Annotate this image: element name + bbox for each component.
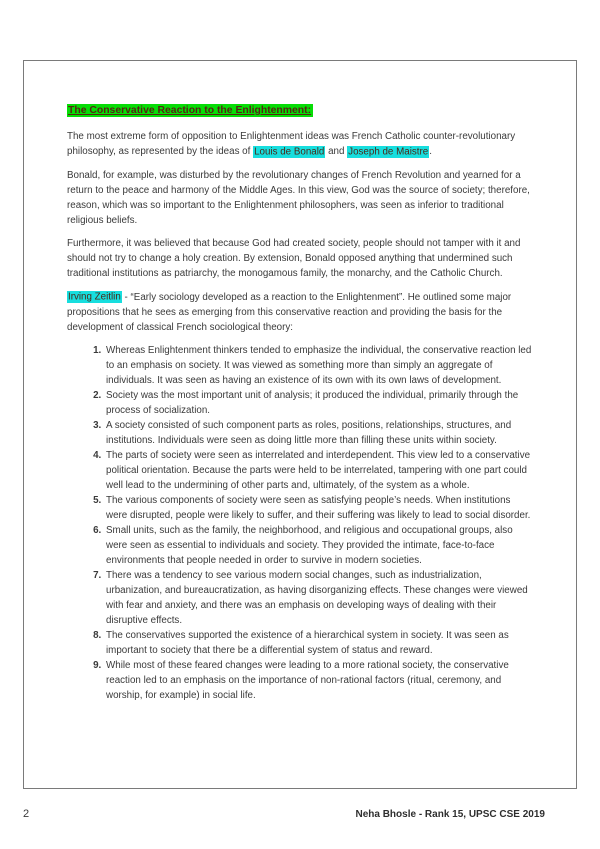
text-run: and (325, 146, 348, 157)
list-item: 8. The conservatives supported the existence of a hierarchical system in society. It was seen as important to society that there be a differential system of status and reward. (104, 628, 532, 658)
list-item: 1. Whereas Enlightenment thinkers tended to emphasize the individual, the conservative reaction led to an emphasis on society. It was viewed as something more than simply an aggregate of individuals. It was seen as having an existence of its own with its own laws of development. (104, 343, 532, 388)
propositions-list (67, 343, 532, 703)
text-run: - “Early sociology developed as a reaction to the Enlightenment”. He outlined some major propositions that he sees as emerging from this conservative reaction and providing the basis for the development of classical French sociological theory: (67, 291, 512, 333)
highlighted-name: Irving Zeitlin (68, 291, 121, 303)
page-title (67, 103, 532, 118)
paragraph-furthermore (67, 236, 532, 281)
page-number: 2 (23, 808, 30, 820)
paragraph-bonald (67, 168, 532, 228)
content-box (23, 60, 577, 789)
text-run: Bonald, for example, was disturbed by the revolutionary changes of French Revolution and yearned for a return to the peace and harmony of the Middle Ages. In this view, God was the source of society; therefore, reason, which was so important to the Enlightenment philosophers, was seen as inferior to traditional religious beliefs. (67, 169, 530, 226)
highlighted-name: Joseph de Maistre (348, 146, 429, 157)
text-run: Furthermore, it was believed that because God had created society, people should not tamper with it and should not try to change a holy creation. By extension, Bonald opposed anything that undermined such traditional institutions as patriarchy, the monogamous family, the monarchy, and the Catholic Church. (67, 238, 521, 279)
list-item: 2. Society was the most important unit of analysis; it produced the individual, primarily through the process of socialization. (104, 388, 532, 418)
list-item: 6. Small units, such as the family, the neighborhood, and religious and occupational groups, also were seen as essential to individuals and society. They provided the intimate, face-to-face environments that people needed in order to survive in modern societies. (104, 523, 532, 568)
text-run: The most extreme form of opposition to Enlightenment ideas was French Catholic counter-revolutionary philosophy, as represented by the ideas of (67, 131, 516, 157)
paragraph-zeitlin (67, 290, 532, 335)
heading-highlight: The Conservative Reaction to the Enlightenment: (68, 105, 312, 116)
text-run: . (429, 146, 432, 157)
list-item: 3. A society consisted of such component parts as roles, positions, relationships, structures, and institutions. Individuals were seen as doing little more than filling these units within society. (104, 418, 532, 448)
list-item: 9. While most of these feared changes were leading to a more rational society, the conservative reaction led to an emphasis on the importance of non-rational factors (ritual, ceremony, and worship, for example) in social life. (104, 658, 532, 703)
list-item: 4. The parts of society were seen as interrelated and interdependent. This view led to a conservative political orientation. Because the parts were held to be interrelated, tampering with one part could well lead to the undermining of other parts and, ultimately, of the system as a whole. (104, 448, 532, 493)
list-item: 5. The various components of society were seen as satisfying people’s needs. When institutions were disrupted, people were likely to suffer, and their suffering was likely to lead to social disorder. (104, 493, 532, 523)
highlighted-name: Louis de Bonald (254, 146, 325, 157)
list-item: 7. There was a tendency to see various modern social changes, such as industrialization, urbanization, and bureaucratization, as having disorganizing effects. These changes were viewed with fear and anxiety, and there was an emphasis on developing ways of dealing with their disruptive effects. (104, 568, 532, 628)
paragraph-intro (67, 129, 532, 159)
footer-credit: Neha Bhosle - Rank 15, UPSC CSE 2019 (355, 809, 545, 820)
